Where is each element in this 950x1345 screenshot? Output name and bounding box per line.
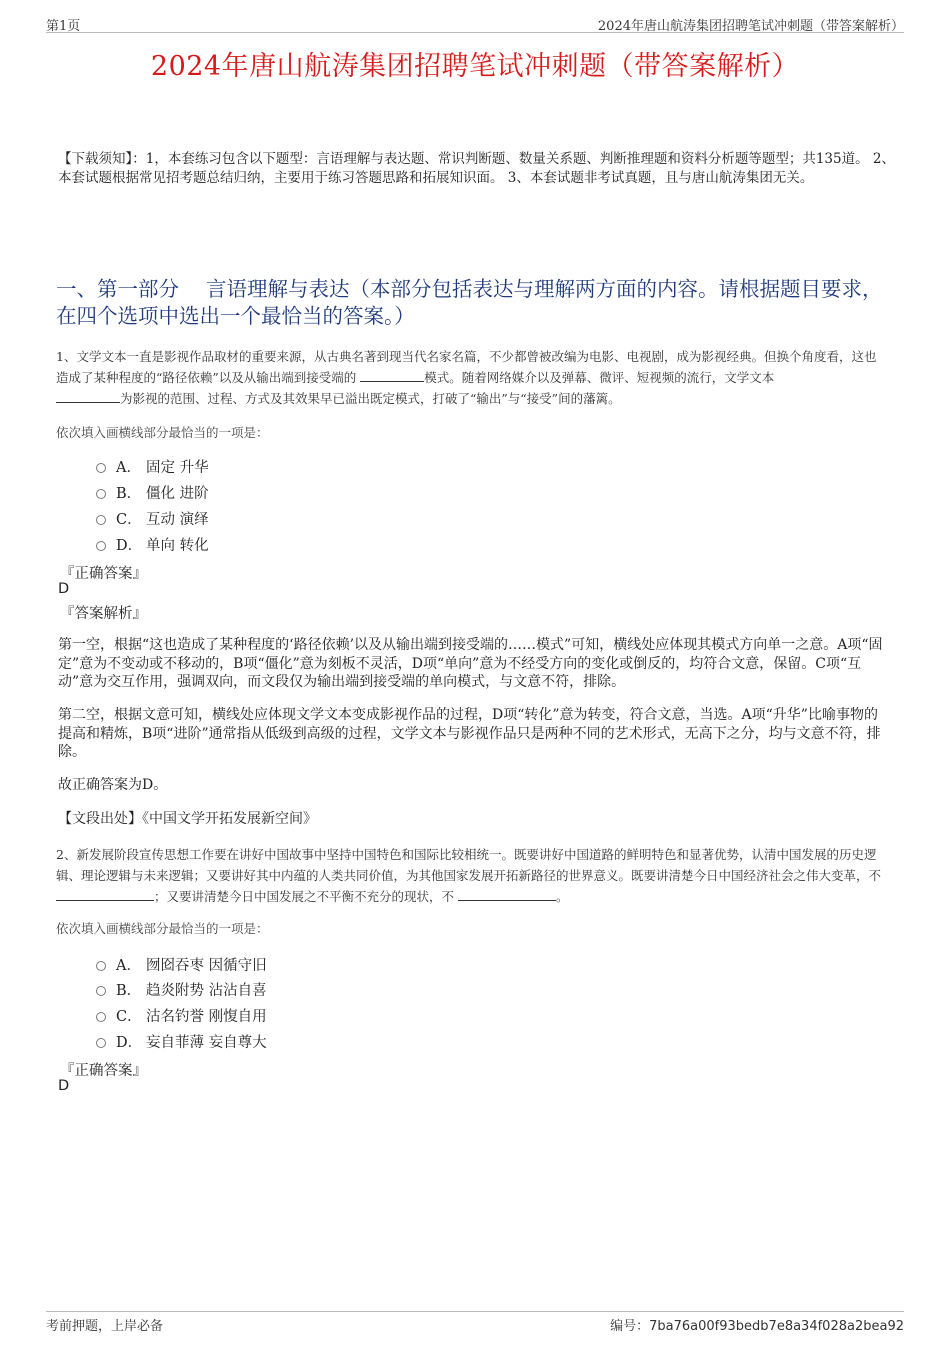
radio-icon[interactable] — [96, 1012, 106, 1022]
fill-blank — [56, 389, 120, 403]
radio-icon[interactable] — [96, 1038, 106, 1048]
answer-label: 『正确答案』 — [60, 1063, 147, 1079]
radio-icon[interactable] — [96, 541, 106, 551]
answer-label: 『正确答案』 — [60, 566, 147, 582]
footer-slogan: 考前押题，上岸必备 — [46, 1319, 164, 1334]
footer-code: 编号：7ba76a00f93bedb7e8a34f028a2bea92 — [610, 1319, 904, 1334]
question-1-option-c[interactable]: C． 互动 演绎 — [96, 508, 209, 529]
document-title: 2024年唐山航涛集团招聘笔试冲刺题（带答案解析） — [150, 51, 800, 82]
fill-blank — [360, 368, 424, 382]
page-header — [46, 14, 904, 33]
section-title: 一、第一部分 言语理解与表达（本部分包括表达与理解两方面的内容。请根据题目要求，在四个选项中选出一个最恰当的答案。） — [56, 277, 883, 328]
answer-value: D — [58, 1078, 70, 1094]
answer-value: D — [58, 581, 70, 597]
question-2-stem: 2、新发展阶段宣传思想工作要在讲好中国故事中坚持中国特色和国际比较相统一。既要讲好中国道路的鲜明特色和显著优势，认清中国发展的历史逻辑、理论逻辑与未来逻辑；又要讲好其中内蕴的人类共同价值，为其他国家发展开拓新路径的世界意义。既要讲清楚今日中国经济社会之伟大变革，不 ；又要讲清楚今日中国发展之不平衡不充分的现状，不 。 — [56, 847, 882, 904]
question-1-stem: 1、文学文本一直是影视作品取材的重要来源，从古典名著到现当代名家名篇，不少都曾被改编为电影、电视剧，成为影视经典。但换个角度看，这也造成了某种程度的“路径依赖”以及从输出端到接受端的 模式。随着网络媒介以及弹幕、微评、短视频的流行，文学文本 为影视的范围、过程、方式及其效果早已溢出既定模式，打破了“输出”与“接受”间的藩篱。 — [56, 349, 877, 406]
question-1-prompt: 依次填入画横线部分最恰当的一项是： — [56, 425, 269, 440]
fill-blank — [56, 887, 154, 901]
question-2-option-d[interactable]: D． 妄自菲薄 妄自尊大 — [96, 1031, 267, 1052]
question-1-option-b[interactable]: B． 僵化 进阶 — [96, 482, 209, 503]
page-number: 第1页 — [46, 19, 81, 34]
page-footer — [46, 1311, 904, 1334]
download-notice: 【下载须知】：1，本套练习包含以下题型：言语理解与表达题、常识判断题、数量关系题、判断推理题和资料分析题等题型；共135道。 2、本套试题根据常见招考题总结归纳，主要用于练习答题思路和拓展知识面。 3、本套试题非考试真题，且与唐山航涛集团无关。 — [58, 151, 895, 186]
analysis-conclusion: 故正确答案为D。 — [58, 777, 168, 793]
radio-icon[interactable] — [96, 463, 106, 473]
question-2-option-c[interactable]: C． 沽名钓誉 刚愎自用 — [96, 1005, 267, 1026]
radio-icon[interactable] — [96, 489, 106, 499]
radio-icon[interactable] — [96, 961, 106, 971]
question-2-option-a[interactable]: A． 囫囵吞枣 因循守旧 — [96, 954, 267, 975]
analysis-label: 『答案解析』 — [60, 606, 147, 622]
question-2-prompt: 依次填入画横线部分最恰当的一项是： — [56, 921, 269, 936]
fill-blank — [458, 887, 556, 901]
header-doc-title: 2024年唐山航涛集团招聘笔试冲刺题（带答案解析） — [597, 19, 904, 34]
question-2-option-b[interactable]: B． 趋炎附势 沾沾自喜 — [96, 979, 267, 1000]
radio-icon[interactable] — [96, 986, 106, 996]
source-citation: 【文段出处】《中国文学开拓发展新空间》 — [58, 811, 317, 827]
analysis-paragraph-1: 第一空，根据“这也造成了某种程度的‘路径依赖’以及从输出端到接受端的……模式”可知，横线处应体现其模式方向单一之意。A项“固定”意为不变动或不移动的，B项“僵化”意为刻板不灵活，D项“单向”意为不经受方向的变化或倒反的，均符合文意，保留。C项“互动”意为交互作用，强调双向，而文段仅为输出端到接受端的单向模式，与文意不符，排除。 — [58, 637, 883, 690]
question-1-option-d[interactable]: D． 单向 转化 — [96, 534, 209, 555]
radio-icon[interactable] — [96, 515, 106, 525]
analysis-paragraph-2: 第二空，根据文意可知，横线处应体现文学文本变成影视作品的过程，D项“转化”意为转变，符合文意，当选。A项“升华”比喻事物的提高和精炼，B项“进阶”通常指从低级到高级的过程，文学文本与影视作品只是两种不同的艺术形式，无高下之分，均与文意不符，排除。 — [58, 707, 881, 760]
question-1-option-a[interactable]: A． 固定 升华 — [96, 456, 209, 477]
